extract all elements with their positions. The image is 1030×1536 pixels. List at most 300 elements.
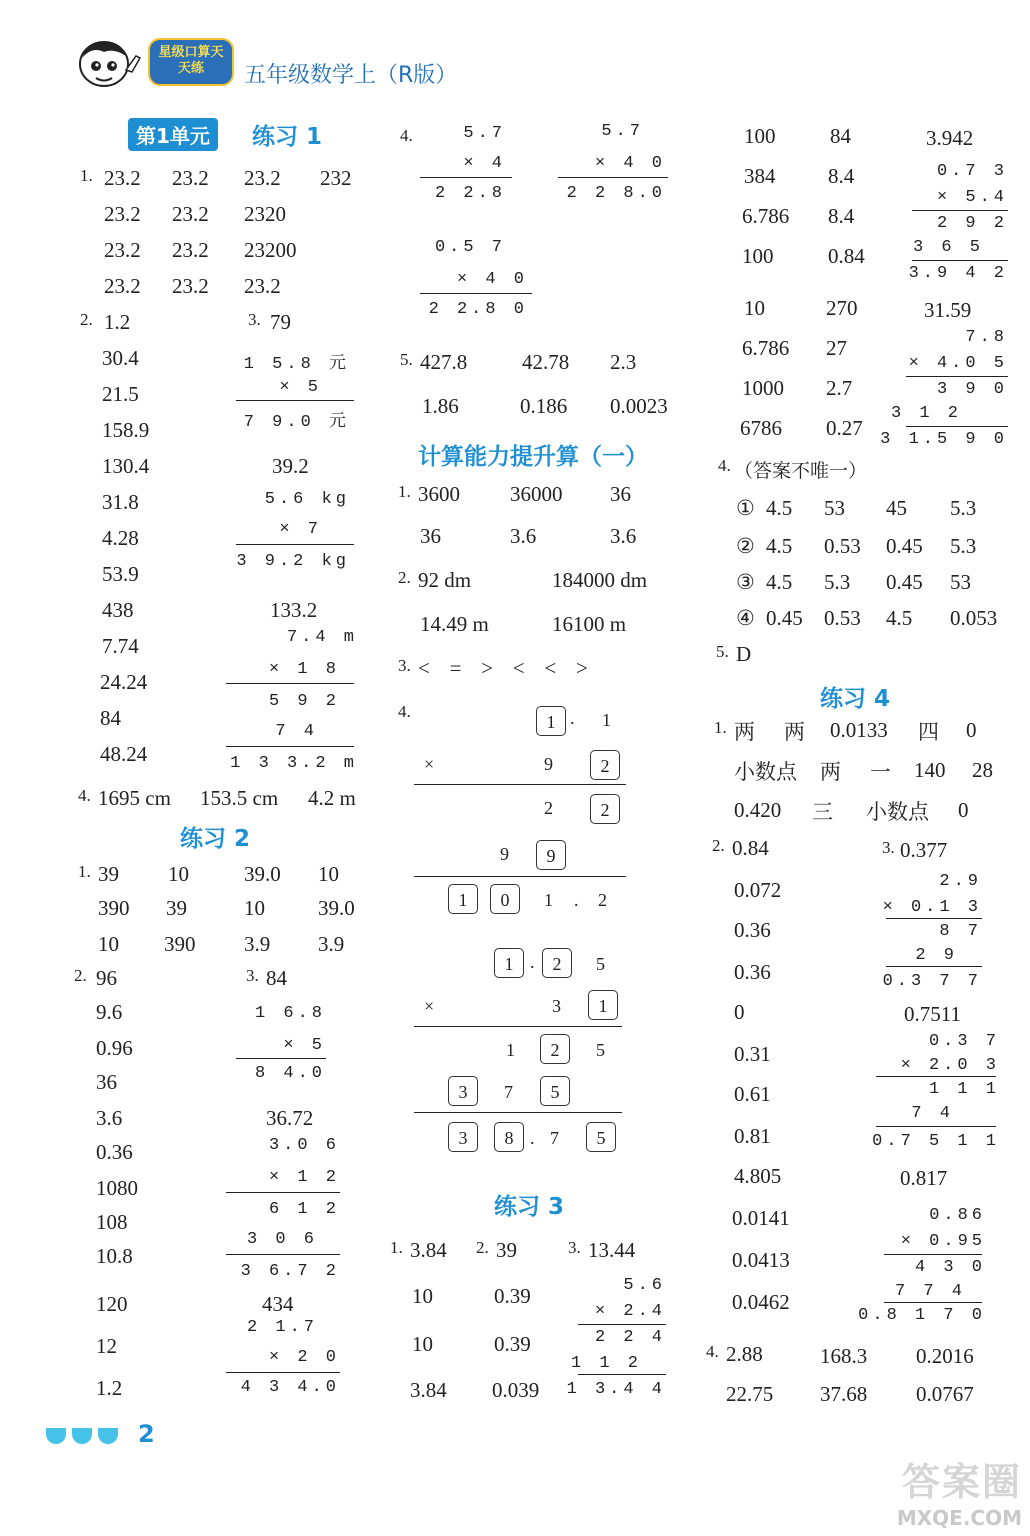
digit-box: 1 xyxy=(494,948,524,978)
digit: 2 xyxy=(544,798,553,818)
cell: 23.2 xyxy=(104,202,141,226)
q4-number: 4. xyxy=(400,126,413,145)
calc-rule xyxy=(558,177,668,178)
vertical-calc-line: 5 9 2 xyxy=(268,692,340,711)
cell: 158.9 xyxy=(102,418,150,442)
cell: 53 xyxy=(824,496,845,520)
cell: 232 xyxy=(320,166,352,190)
cell: 42.78 xyxy=(522,350,570,374)
cell: 两 xyxy=(784,720,805,744)
cell: 0.039 xyxy=(492,1378,540,1402)
vertical-calc-line: 0.7 3 xyxy=(936,162,1008,181)
q3-number: 3. xyxy=(248,310,261,329)
vertical-calc-line: × 5 xyxy=(283,1036,326,1055)
calc-rule xyxy=(886,966,982,967)
calc-rule xyxy=(414,1112,622,1113)
cell: 0.31 xyxy=(734,1042,771,1066)
vertical-calc-line: × 2 0 xyxy=(268,1348,340,1367)
digit-box: 1 xyxy=(588,990,618,1020)
cell: 31.8 xyxy=(102,490,139,514)
cell: 0.84 xyxy=(732,836,769,860)
cell: 4.5 xyxy=(886,606,913,630)
decimal-point: . xyxy=(574,890,579,910)
p4q1-number: 1. xyxy=(714,718,727,737)
digit-box: 2 xyxy=(542,948,572,978)
cell: 0.39 xyxy=(494,1332,531,1356)
c3-number: 3. xyxy=(398,656,411,675)
cell: 39.0 xyxy=(244,862,281,886)
vertical-calc-line: 0.3 7 7 xyxy=(882,972,982,991)
cell: 0.817 xyxy=(900,1166,948,1190)
cell: 0.0133 xyxy=(830,718,888,742)
calc-rule xyxy=(912,210,1008,211)
vertical-calc-line: × 4 0 xyxy=(594,154,666,173)
cell: 45 xyxy=(886,496,907,520)
cell: 一 xyxy=(870,760,891,784)
cell: 130.4 xyxy=(102,454,150,478)
vertical-calc-line: 5.6 kg xyxy=(264,490,350,509)
cell: 23.2 xyxy=(172,166,209,190)
calc-rule xyxy=(578,1324,666,1325)
calc-rule xyxy=(226,1372,340,1373)
cell: 22.75 xyxy=(726,1382,774,1406)
cell: 27 xyxy=(826,336,847,360)
vertical-calc-line: × 0.95 xyxy=(900,1232,986,1251)
circle-number: ④ xyxy=(736,606,755,630)
watermark-url: MXQE.COM xyxy=(896,1506,1022,1530)
cell: 3.84 xyxy=(410,1238,447,1262)
cell: 两 xyxy=(734,720,755,744)
vertical-calc-line: × 5 xyxy=(279,378,322,397)
vertical-calc-line: 3 6 5 xyxy=(912,238,984,257)
cell: 0.84 xyxy=(828,244,865,268)
cell: 小数点 xyxy=(734,760,797,784)
calc-rule xyxy=(578,1374,666,1375)
cell: 23.2 xyxy=(172,274,209,298)
digit: 9 xyxy=(544,754,553,774)
vertical-calc-line: 3 0 6 xyxy=(246,1230,318,1249)
vertical-calc-line: × 4 xyxy=(463,154,506,173)
p2q2-number: 2. xyxy=(74,966,87,985)
vertical-calc-line: 2.9 xyxy=(939,872,982,891)
vertical-calc-line: 8 4.0 xyxy=(254,1064,326,1083)
vertical-calc-line: 7.4 m xyxy=(286,628,358,647)
q2-number: 2. xyxy=(80,310,93,329)
cell: 小数点 xyxy=(866,800,929,824)
vertical-calc-line: 1 3 3.2 m xyxy=(230,754,358,773)
calc-rule xyxy=(236,400,354,401)
cell: 84 xyxy=(100,706,121,730)
cell: 153.5 cm xyxy=(200,786,279,810)
cell: 23.2 xyxy=(172,202,209,226)
cell: 3.6 xyxy=(610,524,637,548)
cell: 39.0 xyxy=(318,896,355,920)
vertical-calc-line: 7 4 xyxy=(275,722,318,741)
cell: 39 xyxy=(166,896,187,920)
cell: 120 xyxy=(96,1292,128,1316)
cell: 36.72 xyxy=(266,1106,314,1130)
heading-practice-3: 练习 3 xyxy=(494,1194,565,1220)
vertical-calc-line: 2 9 2 xyxy=(936,214,1008,233)
heading-practice-1: 练习 1 xyxy=(252,124,323,150)
cell: 0.45 xyxy=(886,534,923,558)
cell: 96 xyxy=(96,966,117,990)
calc-rule xyxy=(236,1058,326,1059)
q4-number: 4. xyxy=(718,456,731,475)
digit-box: 0 xyxy=(490,884,520,914)
calc-rule xyxy=(906,426,1008,427)
cell: 23200 xyxy=(244,238,297,262)
cell: 434 xyxy=(262,1292,294,1316)
calc-rule xyxy=(414,784,626,785)
cell: 23.2 xyxy=(104,238,141,262)
cell: 23.2 xyxy=(172,238,209,262)
p3q1-number: 1. xyxy=(390,1238,403,1257)
cell: 0.072 xyxy=(734,878,782,902)
vertical-calc-line: 7 7 4 xyxy=(894,1282,966,1301)
decimal-point: . xyxy=(530,1128,535,1148)
cell: 0.420 xyxy=(734,798,782,822)
cell: 0.0767 xyxy=(916,1382,974,1406)
vertical-calc-line: 7 9.0 元 xyxy=(243,413,350,432)
calc-rule xyxy=(420,177,512,178)
cell: 4.805 xyxy=(734,1164,782,1188)
cell: 12 xyxy=(96,1334,117,1358)
p2q3-number: 3. xyxy=(246,966,259,985)
cell: 100 xyxy=(744,124,776,148)
logo-badge xyxy=(148,38,234,86)
cell: 23.2 xyxy=(104,274,141,298)
cell: 0.45 xyxy=(886,570,923,594)
cell: 0.377 xyxy=(900,838,948,862)
digit: 3 xyxy=(552,996,561,1016)
cell: 四 xyxy=(918,720,939,744)
circle-number: ③ xyxy=(736,570,755,594)
comparison-symbols: < = > < < > xyxy=(418,656,589,680)
cell: 36000 xyxy=(510,482,563,506)
multiply-sign: × xyxy=(424,996,435,1016)
digit: 5 xyxy=(596,954,605,974)
cell: 14.49 m xyxy=(420,612,489,636)
cell: 48.24 xyxy=(100,742,148,766)
vertical-calc-line: 3.9 4 2 xyxy=(908,264,1008,283)
calc-rule xyxy=(226,746,354,747)
cell: 0.0141 xyxy=(732,1206,790,1230)
vertical-calc-line: 3 1.5 9 0 xyxy=(880,430,1008,449)
cell: 0.61 xyxy=(734,1082,771,1106)
vertical-calc-line: 6 1 2 xyxy=(268,1200,340,1219)
cell: 140 xyxy=(914,758,946,782)
p2q1-number: 1. xyxy=(78,862,91,881)
cell: 2.7 xyxy=(826,376,853,400)
cell: 133.2 xyxy=(270,598,318,622)
cell: 79 xyxy=(270,310,291,334)
cell: 1.86 xyxy=(422,394,459,418)
vertical-calc-line: 3 9.2 kg xyxy=(236,552,350,571)
vertical-calc-line: 2 9 xyxy=(915,946,958,965)
cell: 0.0462 xyxy=(732,1290,790,1314)
heading-practice-2: 练习 2 xyxy=(180,826,251,852)
vertical-calc-line: 0.3 7 xyxy=(928,1032,1000,1051)
cell: 184000 dm xyxy=(552,568,648,592)
cell: 84 xyxy=(830,124,851,148)
decimal-point: . xyxy=(570,708,575,728)
cell: 53.9 xyxy=(102,562,139,586)
cell: 427.8 xyxy=(420,350,468,374)
calc-rule xyxy=(226,1192,340,1193)
cell: 0.27 xyxy=(826,416,863,440)
cell: D xyxy=(736,642,752,666)
vertical-calc-line: 7.8 xyxy=(965,328,1008,347)
cell: 0 xyxy=(958,798,969,822)
vertical-calc-line: 5.7 xyxy=(463,124,506,143)
digit-box: 5 xyxy=(586,1122,616,1152)
cell: 8.4 xyxy=(828,164,855,188)
digit-box: 2 xyxy=(590,750,620,780)
digit: 2 xyxy=(598,890,607,910)
cell: 2.3 xyxy=(610,350,637,374)
cell: 7.74 xyxy=(102,634,139,658)
c4-number: 4. xyxy=(398,702,411,721)
digit: 1 xyxy=(506,1040,515,1060)
cell: 384 xyxy=(744,164,776,188)
cell: 三 xyxy=(812,800,833,824)
cell: 3.6 xyxy=(510,524,537,548)
cell: 1000 xyxy=(742,376,784,400)
calc-rule xyxy=(414,1026,622,1027)
calc-rule xyxy=(884,1254,982,1255)
cell: 36 xyxy=(610,482,631,506)
calc-rule xyxy=(906,376,1008,377)
cell: 两 xyxy=(820,760,841,784)
calc-rule xyxy=(226,1254,340,1255)
cell: 1.2 xyxy=(96,1376,123,1400)
cell: 30.4 xyxy=(102,346,139,370)
cell: 0.39 xyxy=(494,1284,531,1308)
cell: 36 xyxy=(420,524,441,548)
digit: 9 xyxy=(500,844,509,864)
vertical-calc-line: 2 2.8 0 xyxy=(428,300,528,319)
cell: 13.44 xyxy=(588,1238,636,1262)
vertical-calc-line: × 1 2 xyxy=(268,1168,340,1187)
vertical-calc-line: 3.0 6 xyxy=(268,1136,340,1155)
cell: 10.8 xyxy=(96,1244,133,1268)
vertical-calc-line: × 7 xyxy=(279,520,322,539)
digit-box: 1 xyxy=(536,706,566,736)
calc-rule xyxy=(876,1076,996,1077)
q4-number: 4. xyxy=(78,786,91,805)
vertical-calc-line: 0.8 1 7 0 xyxy=(858,1306,986,1325)
cell: 0 xyxy=(966,718,977,742)
cell: 31.59 xyxy=(924,298,972,322)
cell: 10 xyxy=(244,896,265,920)
cell: 0.0413 xyxy=(732,1248,790,1272)
heading-practice-4: 练习 4 xyxy=(820,686,891,712)
footer-dot-icon xyxy=(72,1428,92,1444)
cell: 2.88 xyxy=(726,1342,763,1366)
calc-rule xyxy=(884,1302,982,1303)
cell: 438 xyxy=(102,598,134,622)
vertical-calc-line: 1 3.4 4 xyxy=(566,1380,666,1399)
unit-badge: 第1单元 xyxy=(128,118,218,151)
cell: 10 xyxy=(412,1284,433,1308)
note-answers-not-unique: （答案不唯一） xyxy=(734,460,868,482)
cell: 5.3 xyxy=(950,534,977,558)
watermark-logo: 答案圈 xyxy=(901,1460,1022,1504)
vertical-calc-line: × 4 0 xyxy=(456,270,528,289)
calc-rule xyxy=(912,260,1008,261)
cell: 4.28 xyxy=(102,526,139,550)
digit-box: 9 xyxy=(536,840,566,870)
cell: 0.7511 xyxy=(904,1002,961,1026)
cell: 5.3 xyxy=(824,570,851,594)
cell: 10 xyxy=(98,932,119,956)
decimal-point: . xyxy=(530,952,535,972)
vertical-calc-line: 5.7 xyxy=(601,122,644,141)
cell: 84 xyxy=(266,966,287,990)
cell: 4.5 xyxy=(766,496,793,520)
vertical-calc-line: 1 1 2 xyxy=(570,1354,642,1373)
cell: 0.53 xyxy=(824,534,861,558)
cell: 23.2 xyxy=(244,274,281,298)
cell: 36 xyxy=(96,1070,117,1094)
vertical-calc-line: × 4.0 5 xyxy=(908,354,1008,373)
cell: 10 xyxy=(744,296,765,320)
q5-number: 5. xyxy=(400,350,413,369)
vertical-calc-line: 0.7 5 1 1 xyxy=(872,1132,1000,1151)
footer-dot-icon xyxy=(46,1428,66,1444)
cell: 0.0023 xyxy=(610,394,668,418)
cell: 6.786 xyxy=(742,336,790,360)
cell: 10 xyxy=(168,862,189,886)
cell: 3600 xyxy=(418,482,460,506)
cell: 24.24 xyxy=(100,670,148,694)
cell: 23.2 xyxy=(244,166,281,190)
cell: 4.5 xyxy=(766,534,793,558)
vertical-calc-line: 2 2 8.0 xyxy=(566,184,666,203)
calc-rule xyxy=(886,918,982,919)
cell: 390 xyxy=(98,896,130,920)
vertical-calc-line: 3 6.7 2 xyxy=(240,1262,340,1281)
circle-number: ② xyxy=(736,534,755,558)
cell: 0.81 xyxy=(734,1124,771,1148)
p4q3-number: 3. xyxy=(882,838,895,857)
cell: 0.2016 xyxy=(916,1344,974,1368)
calc-rule xyxy=(236,544,354,545)
digit-box: 2 xyxy=(540,1034,570,1064)
cell: 37.68 xyxy=(820,1382,868,1406)
page-title: 五年级数学上（R版） xyxy=(244,63,458,88)
c1-number: 1. xyxy=(398,482,411,501)
multiply-sign: × xyxy=(424,754,435,774)
cell: 0.36 xyxy=(734,918,771,942)
p3q3-number: 3. xyxy=(568,1238,581,1257)
cell: 3.9 xyxy=(318,932,345,956)
vertical-calc-line: 4 3 0 xyxy=(914,1258,986,1277)
cell: 39 xyxy=(98,862,119,886)
cell: 2320 xyxy=(244,202,286,226)
circle-number: ① xyxy=(736,496,755,520)
vertical-calc-line: × 1 8 xyxy=(268,660,340,679)
vertical-calc-line: 2 2 4 xyxy=(594,1328,666,1347)
cell: 6786 xyxy=(740,416,782,440)
cell: 1080 xyxy=(96,1176,138,1200)
calc-rule xyxy=(414,876,626,877)
vertical-calc-line: 2 2.8 xyxy=(434,184,506,203)
cell: 108 xyxy=(96,1210,128,1234)
cell: 0.45 xyxy=(766,606,803,630)
cell: 10 xyxy=(412,1332,433,1356)
cell: 3.6 xyxy=(96,1106,123,1130)
cell: 28 xyxy=(972,758,993,782)
digit-box: 2 xyxy=(590,794,620,824)
digit-box: 8 xyxy=(494,1122,524,1152)
vertical-calc-line: 0.5 7 xyxy=(434,238,506,257)
digit: 1 xyxy=(544,890,553,910)
cell: 21.5 xyxy=(102,382,139,406)
vertical-calc-line: × 2.4 xyxy=(594,1302,666,1321)
vertical-calc-line: 1 1 1 xyxy=(928,1080,1000,1099)
p4q2-number: 2. xyxy=(712,836,725,855)
vertical-calc-line: 3 1 2 xyxy=(890,404,962,423)
q1-number: 1. xyxy=(80,166,93,185)
heading-calc-boost-1: 计算能力提升算（一） xyxy=(418,444,648,470)
vertical-calc-line: 5.6 xyxy=(623,1276,666,1295)
vertical-calc-line: 4 3 4.0 xyxy=(240,1378,340,1397)
page-number: 2 xyxy=(138,1420,155,1448)
mascot-logo xyxy=(74,36,146,98)
vertical-calc-line: 7 4 xyxy=(911,1104,954,1123)
cell: 3.9 xyxy=(244,932,271,956)
cell: 39 xyxy=(496,1238,517,1262)
cell: 8.4 xyxy=(828,204,855,228)
digit: 5 xyxy=(596,1040,605,1060)
cell: 5.3 xyxy=(950,496,977,520)
cell: 100 xyxy=(742,244,774,268)
cell: 23.2 xyxy=(104,166,141,190)
cell: 10 xyxy=(318,862,339,886)
cell: 92 dm xyxy=(418,568,472,592)
vertical-calc-line: 1 5.8 元 xyxy=(243,355,350,374)
cell: 0 xyxy=(734,1000,745,1024)
digit-box: 3 xyxy=(448,1076,478,1106)
cell: 39.2 xyxy=(272,454,309,478)
cell: 1695 cm xyxy=(98,786,171,810)
vertical-calc-line: 1 6.8 xyxy=(254,1004,326,1023)
cell: 4.2 m xyxy=(308,786,356,810)
cell: 270 xyxy=(826,296,858,320)
cell: 16100 m xyxy=(552,612,627,636)
cell: 6.786 xyxy=(742,204,790,228)
cell: 0.96 xyxy=(96,1036,133,1060)
digit-box: 5 xyxy=(540,1076,570,1106)
digit: 7 xyxy=(504,1082,513,1102)
q5-number: 5. xyxy=(716,642,729,661)
vertical-calc-line: 0.86 xyxy=(929,1206,986,1225)
cell: 0.053 xyxy=(950,606,998,630)
calc-rule xyxy=(420,293,532,294)
cell: 0.186 xyxy=(520,394,568,418)
vertical-calc-line: 2 1.7 xyxy=(246,1318,318,1337)
cell: 4.5 xyxy=(766,570,793,594)
p4q4-number: 4. xyxy=(706,1342,719,1361)
cell: 53 xyxy=(950,570,971,594)
vertical-calc-line: × 0.1 3 xyxy=(882,898,982,917)
cell: 168.3 xyxy=(820,1344,868,1368)
digit: 1 xyxy=(602,710,611,730)
cell: 390 xyxy=(164,932,196,956)
vertical-calc-line: × 5.4 xyxy=(936,188,1008,207)
